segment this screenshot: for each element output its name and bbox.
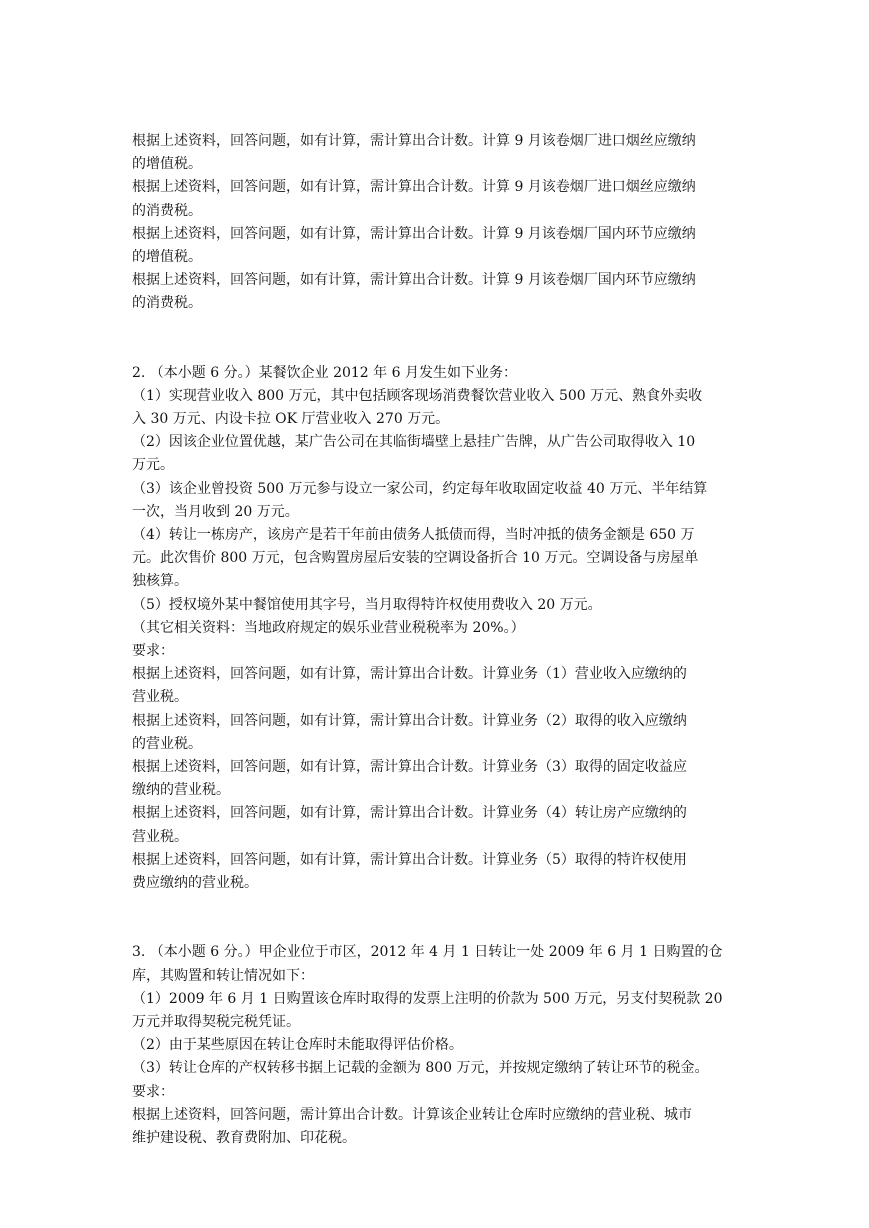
text-line: （2）由于某些原因在转让仓库时未能取得评估价格。 — [132, 1037, 463, 1054]
text-line: 根据上述资料，回答问题，如有计算，需计算出合计数。计算业务（2）取得的收入应缴纳 — [132, 712, 687, 729]
text-line: （5）授权境外某中餐馆使用其字号，当月取得特许权使用费收入 20 万元。 — [132, 596, 602, 613]
text-line: 独核算。 — [132, 573, 188, 590]
section-questions-1 — [132, 130, 742, 316]
question-heading: 2. （本小题 6 分。）某餐饮企业 2012 年 6 月发生如下业务： — [132, 364, 517, 381]
text-line: 营业税。 — [132, 828, 188, 845]
requirement-label: 要求： — [132, 643, 174, 660]
section-question-3 — [132, 941, 742, 1150]
text-line: 根据上述资料，回答问题，如有计算，需计算出合计数。计算 9 月该卷烟厂进口烟丝应缴纳 — [132, 179, 696, 196]
text-line: 根据上述资料，回答问题，如有计算，需计算出合计数。计算业务（5）取得的特许权使用 — [132, 851, 687, 868]
requirement-label: 要求： — [132, 1083, 174, 1100]
text-line: 元。此次售价 800 万元，包含购置房屋后安装的空调设备折合 10 万元。空调设备与房屋单 — [132, 550, 699, 567]
text-line: 费应缴纳的营业税。 — [132, 875, 258, 892]
text-line: 根据上述资料，回答问题，如有计算，需计算出合计数。计算业务（4）转让房产应缴纳的 — [132, 805, 687, 822]
text-line: （4）转让一栋房产，该房产是若干年前由债务人抵债而得，当时冲抵的债务金额是 650 万 — [132, 527, 695, 544]
text-line: 根据上述资料，回答问题，如有计算，需计算出合计数。计算业务（1）营业收入应缴纳的 — [132, 666, 687, 683]
text-line: （3）该企业曾投资 500 万元参与设立一家公司，约定每年收取固定收益 40 万元、半年结算 — [132, 480, 708, 497]
section-spacer — [132, 895, 742, 941]
text-line: 的营业税。 — [132, 735, 202, 752]
text-line: 万元并取得契税完税凭证。 — [132, 1013, 300, 1030]
document-body — [132, 130, 742, 1150]
section-question-2 — [132, 362, 742, 896]
text-line: 的消费税。 — [132, 202, 202, 219]
text-line: 一次，当月收到 20 万元。 — [132, 503, 299, 520]
text-line: （其它相关资料：当地政府规定的娱乐业营业税税率为 20%。） — [132, 619, 525, 636]
text-line: 根据上述资料，回答问题，如有计算，需计算出合计数。计算 9 月该卷烟厂进口烟丝应缴纳 — [132, 133, 696, 149]
text-line: 营业税。 — [132, 689, 188, 706]
text-line: 根据上述资料，回答问题，如有计算，需计算出合计数。计算业务（3）取得的固定收益应 — [132, 759, 687, 776]
text-line: 根据上述资料，回答问题，如有计算，需计算出合计数。计算 9 月该卷烟厂国内环节应缴纳 — [132, 272, 696, 289]
text-line: 的消费税。 — [132, 295, 202, 312]
text-line: 入 30 万元、内设卡拉 OK 厅营业收入 270 万元。 — [132, 411, 450, 428]
text-line: （1）2009 年 6 月 1 日购置该仓库时取得的发票上注明的价款为 500 万元，另支付契税款 20 — [132, 990, 723, 1007]
question-heading: 3. （本小题 6 分。）甲企业位于市区，2012 年 4 月 1 日转让一处 2009 年 6 月 1 日购置的仓 — [132, 944, 723, 961]
text-line: 缴纳的营业税。 — [132, 782, 230, 799]
text-line: 的增值税。 — [132, 156, 202, 173]
text-line: 的增值税。 — [132, 249, 202, 266]
text-line: 维护建设税、教育费附加、印花税。 — [132, 1129, 356, 1146]
text-line: 根据上述资料，回答问题，需计算出合计数。计算该企业转让仓库时应缴纳的营业税、城市 — [132, 1106, 692, 1123]
text-line: 万元。 — [132, 457, 174, 474]
text-line: 根据上述资料，回答问题，如有计算，需计算出合计数。计算 9 月该卷烟厂国内环节应缴纳 — [132, 225, 696, 242]
text-line: （1）实现营业收入 800 万元，其中包括顾客现场消费餐饮营业收入 500 万元、熟食外卖收 — [132, 387, 703, 404]
text-line: （2）因该企业位置优越，某广告公司在其临街墙壁上悬挂广告牌，从广告公司取得收入 10 — [132, 434, 696, 451]
text-line: （3）转让仓库的产权转移书据上记载的金额为 800 万元，并按规定缴纳了转让环节的税金。 — [132, 1060, 709, 1077]
text-line: 库，其购置和转让情况如下： — [132, 967, 314, 984]
section-spacer — [132, 316, 742, 362]
